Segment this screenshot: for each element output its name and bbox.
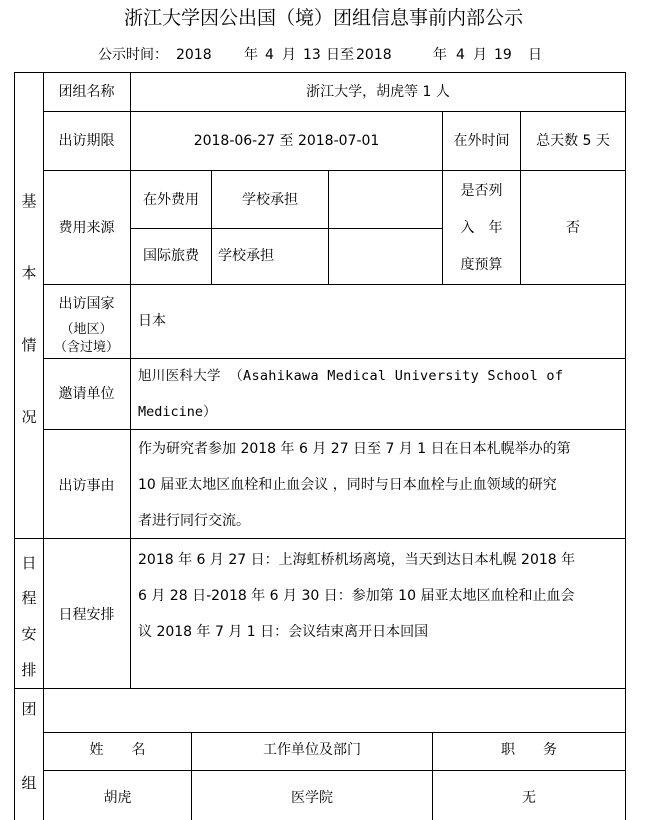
section-schedule-char: 程 bbox=[21, 589, 37, 607]
budget-value: 否 bbox=[566, 220, 580, 236]
section-basic-char: 情 bbox=[21, 336, 37, 354]
notice-time-label: 公示时间： bbox=[98, 47, 168, 63]
notice-start-year: 2018 bbox=[176, 47, 212, 63]
group-name-label: 团组名称 bbox=[58, 84, 115, 100]
inviter-label: 邀请单位 bbox=[58, 386, 115, 402]
country-label-1: 出访国家 bbox=[58, 296, 115, 312]
notice-end-month-unit: 月 bbox=[473, 47, 487, 63]
notice-end-year-unit: 年 bbox=[433, 47, 447, 63]
section-basic-char: 基 bbox=[21, 192, 37, 210]
budget-label-2: 入 年 bbox=[460, 220, 503, 236]
purpose-line-1: 作为研究者参加 2018 年 6 月 27 日至 7 月 1 日在日本札幌举办的第 bbox=[138, 441, 571, 457]
members-header-name: 姓 名 bbox=[89, 742, 146, 758]
members-header-unit: 工作单位及部门 bbox=[263, 742, 361, 758]
schedule-label: 日程安排 bbox=[58, 607, 115, 623]
section-group-char: 组 bbox=[21, 774, 37, 792]
member-position: 无 bbox=[522, 790, 536, 806]
budget-label-3: 度预算 bbox=[460, 257, 503, 273]
schedule-line-1: 2018 年 6 月 27 日：上海虹桥机场离境，当天到达日本札幌 2018 年 bbox=[138, 552, 576, 568]
period-label: 出访期限 bbox=[58, 133, 115, 149]
abroad-time-label: 在外时间 bbox=[453, 133, 510, 149]
notice-start-year-unit: 年 bbox=[244, 47, 258, 63]
country-label-3: （含过境） bbox=[53, 340, 119, 355]
purpose-label: 出访事由 bbox=[58, 478, 115, 494]
schedule-line-3: 议 2018 年 7 月 1 日：会议结束离开日本回国 bbox=[138, 624, 429, 640]
section-schedule-char: 日 bbox=[21, 554, 37, 572]
fund-label: 费用来源 bbox=[58, 220, 115, 236]
intl-travel-label: 国际旅费 bbox=[143, 248, 199, 264]
notice-start-month-unit: 月 bbox=[282, 47, 296, 63]
inviter-line-2: Medicine） bbox=[138, 404, 217, 420]
section-group-char: 团 bbox=[21, 700, 37, 718]
members-header-position: 职 务 bbox=[501, 742, 557, 758]
notice-time bbox=[0, 46, 647, 66]
notice-end-day-unit: 日 bbox=[528, 47, 542, 63]
page-title: 浙江大学因公出国（境）团组信息事前内部公示 bbox=[123, 7, 523, 29]
section-schedule-char: 排 bbox=[21, 661, 37, 679]
notice-end-day: 19 bbox=[494, 47, 512, 63]
member-name: 胡虎 bbox=[103, 790, 132, 806]
schedule-line-2: 6 月 28 日-2018 年 6 月 30 日：参加第 10 届亚太地区血栓和止血会 bbox=[138, 588, 575, 604]
section-basic-char: 本 bbox=[21, 264, 37, 282]
notice-start-day: 13 bbox=[303, 47, 321, 63]
member-unit: 医学院 bbox=[291, 790, 333, 806]
period-value: 2018-06-27 至 2018-07-01 bbox=[193, 133, 380, 149]
notice-end-month: 4 bbox=[456, 47, 465, 63]
group-name-value: 浙江大学，胡虎等 1 人 bbox=[306, 84, 450, 100]
abroad-time-value: 总天数 5 天 bbox=[536, 133, 610, 149]
country-value: 日本 bbox=[138, 313, 166, 329]
budget-label-1: 是否列 bbox=[460, 183, 503, 199]
purpose-line-3: 者进行同行交流。 bbox=[138, 513, 250, 529]
notice-start-day-unit: 日至 bbox=[326, 47, 354, 63]
abroad-cost-value: 学校承担 bbox=[242, 192, 298, 208]
intl-travel-value: 学校承担 bbox=[218, 248, 274, 264]
section-basic-char: 况 bbox=[21, 408, 37, 426]
abroad-cost-label: 在外费用 bbox=[143, 192, 199, 208]
purpose-line-2: 10 届亚太地区血栓和止血会议 ，同时与日本血栓与止血领域的研究 bbox=[138, 477, 557, 493]
notice-start-month: 4 bbox=[265, 47, 274, 63]
inviter-line-1: 旭川医科大学 （Asahikawa Medical University School of bbox=[138, 368, 564, 384]
notice-end-year: 2018 bbox=[356, 47, 392, 63]
section-schedule-char: 安 bbox=[21, 625, 37, 643]
country-label-2: （地区） bbox=[60, 322, 113, 337]
